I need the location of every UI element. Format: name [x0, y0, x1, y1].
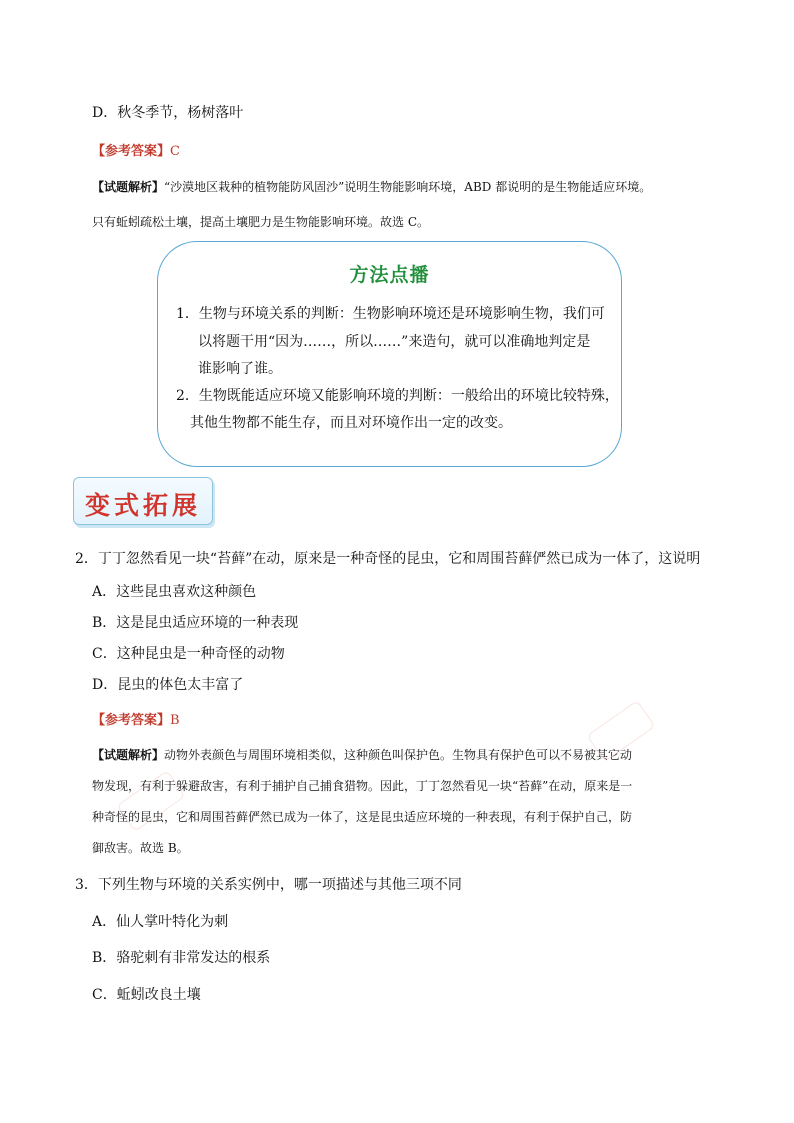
q2-option-c: C．这种昆虫是一种奇怪的动物 [92, 646, 285, 662]
answer-value: B [170, 713, 180, 728]
variant-extension-banner [73, 477, 213, 525]
q3-stem: 3．下列生物与环境的关系实例中，哪一项描述与其他三项不同 [75, 877, 462, 893]
q2-option-b: B．这是昆虫适应环境的一种表现 [92, 615, 299, 631]
answer-label: 【参考答案】 [92, 713, 171, 728]
q3-option-b: B．骆驼刺有非常发达的根系 [92, 950, 271, 966]
explanation-label: 【试题解析】 [92, 180, 165, 194]
q2-stem: 2．丁丁忽然看见一块“苔藓”在动，原来是一种奇怪的昆虫，它和周围苔藓俨然已成为一体了，这说明 [75, 551, 701, 567]
q2-option-d: D．昆虫的体色太丰富了 [92, 677, 244, 693]
banner-title: 变式拓展 [84, 491, 201, 520]
method-item1-line2: 以将题干用“因为……，所以……”来造句，就可以准确地判定是 [198, 334, 591, 350]
method-title: 方法点播 [349, 264, 430, 286]
answer-value: C [170, 144, 180, 159]
q1-option-d: D．秋冬季节，杨树落叶 [92, 105, 244, 121]
explanation-text: 动物外表颜色与周围环境相类似，这种颜色叫保护色。生物具有保护色可以不易被其它动 [164, 748, 633, 762]
q3-option-c: C．蚯蚓改良土壤 [92, 987, 201, 1003]
method-box [157, 241, 622, 467]
method-item1-line3: 谁影响了谁。 [198, 361, 282, 377]
method-item2-line2: 其他生物都不能生存，而且对环境作出一定的改变。 [190, 415, 512, 431]
q2-option-a: A．这些昆虫喜欢这种颜色 [92, 584, 257, 600]
q2-explanation-line4: 御敌害。故选 B。 [92, 841, 189, 855]
method-item2-line1: 2．生物既能适应环境又能影响环境的判断：一般给出的环境比较特殊， [176, 388, 619, 404]
q1-explanation-line2: 只有蚯蚓疏松土壤，提高土壤肥力是生物能影响环境。故选 C。 [92, 215, 429, 229]
q2-explanation-line3: 种奇怪的昆虫，它和周围苔藓俨然已成为一体了，这是昆虫适应环境的一种表现，有利于保护自己，防 [92, 810, 633, 824]
method-item1-line1: 1．生物与环境关系的判断：生物影响环境还是环境影响生物，我们可 [176, 306, 605, 322]
q1-explanation-line1 [92, 177, 651, 197]
q2-explanation-line1 [92, 745, 632, 765]
explanation-label: 【试题解析】 [92, 748, 165, 762]
q1-answer [92, 141, 180, 162]
answer-label: 【参考答案】 [92, 144, 171, 159]
q2-explanation-line2: 物发现，有利于躲避敌害，有利于捕护自己捕食猎物。因此，丁丁忽然看见一块“苔藓”在动，原来是一 [92, 779, 633, 793]
q3-option-a: A．仙人掌叶特化为刺 [92, 914, 229, 930]
explanation-text: “沙漠地区栽种的植物能防风固沙”说明生物能影响环境，ABD 都说明的是生物能适应环境。 [164, 180, 652, 194]
q2-answer [92, 710, 180, 731]
